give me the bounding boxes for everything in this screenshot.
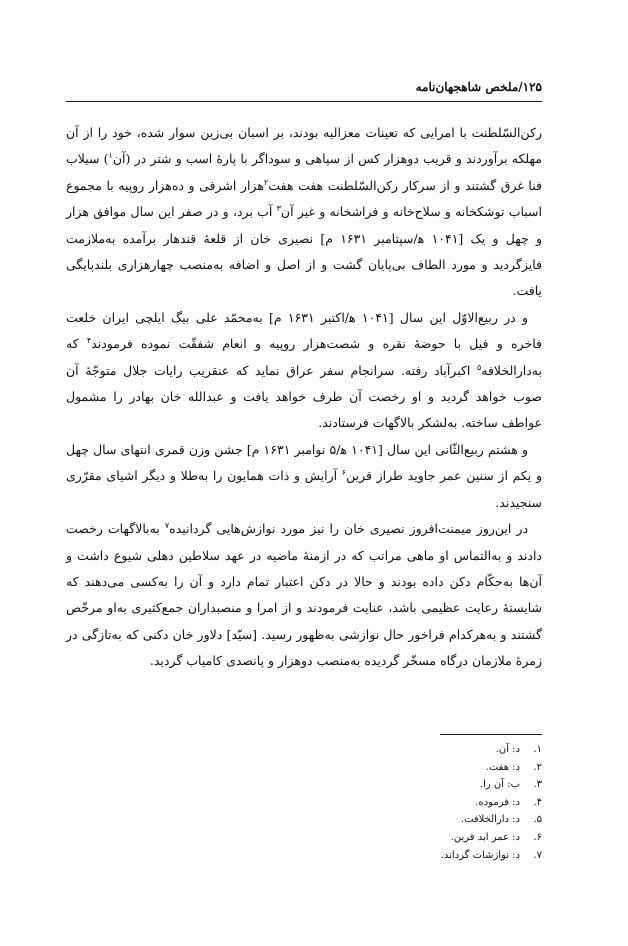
footnote-marker: ۵	[476, 362, 482, 372]
footnote-marker: ۲	[263, 177, 269, 187]
footnote-item	[66, 794, 542, 812]
paragraph-text: به‌بالاگهات رخصت دادند و به‌التماس او ماهی مراتب که در ازمنهٔ ماضیه در عهد سلاطین دهلی شیوع داشت و آن‌ها به‌حکّام دکن داده بودند و حالا در دکن اعتبار تمام دارد و آن را به‌کسی می‌دهند که شایستهٔ رعایت عظیمی باشد، عنایت فرمودند و از امرا و منصبداران جمع‌کثیری به‌او مرخّص گشتند و به‌هرکدام فراخور حال نوازشی به‌ظهور رسید. [سیّد] دلاور خان دکنی که به‌تازگی در زمرهٔ ملازمان درگاه مسخّر گردیده به‌منصب دوهزار و پانصدی کامیاب گردید.	[66, 521, 542, 669]
footnote-number: ۵.	[533, 814, 542, 826]
footnote-number: ۳.	[533, 779, 542, 791]
main-text	[66, 120, 542, 675]
paragraph-text: و در ربیع‌الاوّل این سال [۱۰۴۱ ه‍/اکتبر ۱۶۳۱ م] به‌محمّد علی بیگ ایلچی ایران خلعت فاخره و فیل با حوضهٔ نقره و شصت‌هزار روپیه و انعام شفقّت نموده فرمودند	[66, 309, 542, 352]
paragraph-text: آرایش و ذات همایون را به‌طلا و دیگر اشیای مقرّری سنجیدند.	[66, 468, 542, 510]
running-header-title: ۱۲۵/ملخص شاهجهان‌نامه	[415, 80, 542, 94]
footnote-item	[66, 847, 542, 865]
footnote-number: ۱.	[533, 744, 542, 755]
paragraph	[66, 516, 542, 674]
footnote-list	[66, 741, 542, 864]
paragraph	[66, 305, 542, 437]
header-divider	[66, 101, 542, 102]
footnote-item	[66, 829, 542, 847]
paragraph-text: و هشتم ربیع‌الثّانی این سال [۱۰۴۱ ه‍/۵ نوامبر ۱۶۳۱ م] جشن وزن قمری انتهای سال چهل و یکم از سنین عمر جاوید طراز قرین	[66, 441, 543, 484]
footnote-number: ۲.	[533, 761, 542, 773]
footnote-item	[66, 811, 542, 829]
footnote-marker: ۴	[86, 336, 92, 346]
footnote-text: د: نوازشات گرداند.	[440, 849, 520, 861]
paragraph-text: ) سیلاب فنا غرق گشتند و از سرکار رکن‌السّلطنت هفت هفت	[66, 151, 542, 193]
paragraph	[66, 437, 542, 516]
footnote-text: د: هفت.	[485, 761, 520, 773]
paragraph-text: آب برد، و در صفر این سال موافق هزار و چهل و یک [۱۰۴۱ ه‍/سپتامبر ۱۶۳۱ م] نصیری خان از قلعهٔ قندهار برآمده به‌ملازمت فایزگردید و مورد الطاف بی‌پایان گشت و از اصل و اضافه به‌منصب چهارهزاری بلندپایگی یافت.	[66, 204, 542, 299]
footnote-text: د: آن.	[495, 744, 520, 755]
paragraph-text: هزار اشرفی و ده‌هزار روپیه با مجموع اسباب توشکخانه و سلاح‌خانه و فراشخانه و غیر آن	[66, 177, 542, 220]
footnote-item	[66, 741, 542, 759]
footnote-text: د: دارالخلافت.	[460, 814, 520, 826]
footnote-marker: ۳	[276, 204, 281, 214]
footnote-item	[66, 759, 542, 777]
paragraph-text: رکن‌السّلطنت با امرایی که تعینات معزالیه بودند، بر اسبان بی‌زین سوار شده، خود را از آن مهلکه برآوردند و قریب دوهزار کس از سپاهی و سوداگر با پارهٔ اسب و شتر در (آن	[66, 125, 542, 167]
footnote-number: ۶.	[533, 831, 542, 843]
footnote-text: د: فرموده.	[475, 796, 520, 808]
running-header	[66, 78, 542, 96]
footnote-text: د: عمر ابد قرین.	[450, 831, 520, 843]
paragraph	[66, 120, 542, 305]
footnote-number: ۷.	[533, 849, 542, 861]
footnote-text: ب: آن را.	[479, 779, 520, 791]
footnote-divider	[440, 734, 542, 735]
footnote-number: ۴.	[533, 796, 542, 808]
paragraph-text: اکبرآباد رفته. سرانجام سفر عراق نماید که عنقریب رایات جلال متوجّهٔ آن صوب خواهد گردید و او رخصت آن طرف خواهد یافت و عبدالله خان بهادر را مشمول عواطف ساخته. به‌لشکر بالاگهات فرستادند.	[66, 362, 542, 431]
footnote-marker: ۱	[108, 151, 113, 161]
footnote-item	[66, 776, 542, 794]
footnote-marker: ۷	[164, 520, 170, 530]
paragraph-text: که به‌دارالخلافه	[66, 336, 542, 378]
paragraph-text: در این‌روز میمنت‌افروز نصیری خان را نیز مورد نوازش‌هایی گردانیده	[169, 521, 529, 537]
footnote-marker: ۶	[341, 468, 347, 478]
